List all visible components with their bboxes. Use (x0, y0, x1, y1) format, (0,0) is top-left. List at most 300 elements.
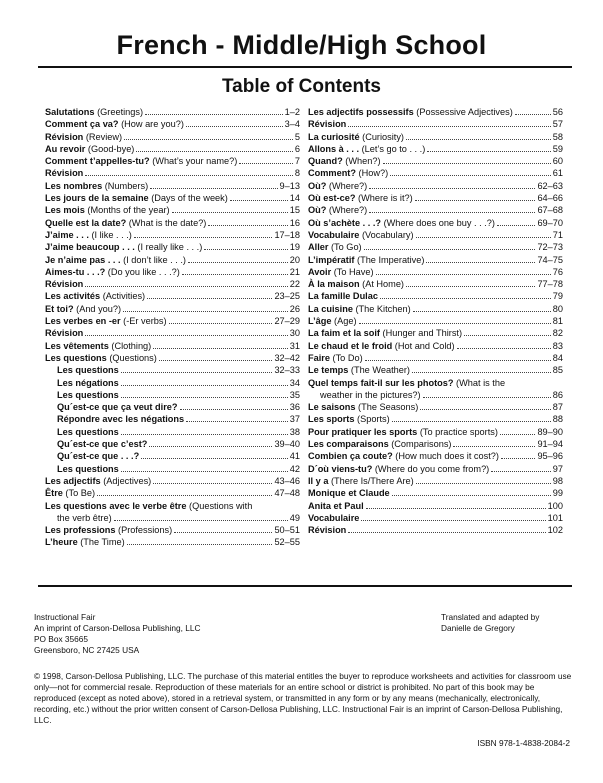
toc-entry-translation: (And you?) (73, 303, 122, 314)
page-number: 26 (289, 303, 300, 314)
toc-entry-translation: (How are you?) (118, 119, 184, 130)
toc-entry-translation: (I like . . .) (88, 229, 132, 240)
toc-entry (45, 426, 300, 438)
dot-leader (366, 501, 546, 509)
translator-info (441, 612, 539, 634)
page-number: 74–75 (537, 254, 563, 265)
toc-entry-title: Quand? (308, 156, 343, 167)
dot-leader (369, 181, 535, 189)
toc-entry-translation: (What’s your name?) (149, 156, 238, 167)
toc-entry-title: Les adjectifs (45, 475, 101, 486)
toc-entry-translation: (Where?) (326, 180, 368, 191)
toc-entry-translation: (The Seasons) (355, 402, 419, 413)
dot-leader (85, 168, 293, 176)
toc-entry-title: Les comparaisons (308, 439, 389, 450)
page-number: 43–46 (274, 475, 300, 486)
toc-entry (308, 204, 563, 216)
publisher-line: An imprint of Carson-Dellosa Publishing, LLC (34, 623, 201, 633)
toc-entry (308, 512, 563, 524)
toc-entry (45, 131, 300, 143)
toc-entry-translation: (The Kitchen) (352, 303, 411, 314)
dot-leader (85, 328, 287, 336)
toc-entry-translation: (Months of the year) (84, 205, 170, 216)
dot-leader (153, 341, 288, 349)
toc-entry (45, 278, 300, 290)
toc-entry (45, 315, 300, 327)
toc-entry-title: Les négations (57, 377, 119, 388)
dot-leader (380, 291, 551, 299)
toc-entry-title: Allons à . . . (308, 143, 360, 154)
page-number: 52–55 (274, 537, 300, 548)
toc-left-column (45, 106, 300, 549)
toc-entry-translation: (Clothing) (108, 340, 152, 351)
toc-entry (308, 340, 563, 352)
toc-entry-translation: (What is the date?) (126, 217, 207, 228)
dot-leader (365, 353, 551, 361)
page-number: 100 (547, 500, 563, 511)
toc-entry (45, 340, 300, 352)
toc-entry-title: La curiosité (308, 131, 360, 142)
toc-entry-title: Les professions (45, 525, 116, 536)
dot-leader (208, 218, 287, 226)
toc-entry-title: Révision (45, 168, 84, 179)
toc-entry (45, 143, 300, 155)
page-number: 77–78 (537, 279, 563, 290)
page-number: 19 (289, 242, 300, 253)
toc-entry-translation: (At Home) (359, 279, 404, 290)
toc-entry-title: Les sports (308, 414, 355, 425)
page-number: 91–94 (537, 439, 563, 450)
toc-entry-translation: (-Er verbs) (120, 316, 167, 327)
page-number: 6 (294, 143, 300, 154)
dot-leader (457, 341, 551, 349)
toc-entry (308, 524, 563, 536)
page-number: 101 (547, 512, 563, 523)
page-number: 3–4 (284, 119, 300, 130)
page-number: 62–63 (537, 180, 563, 191)
toc-entry-title: Les activités (45, 291, 101, 302)
toc-entry-title: Le chaud et le froid (308, 340, 393, 351)
toc-entry-translation: (Days of the week) (148, 193, 228, 204)
toc-entry-translation: (Adjectives) (100, 475, 152, 486)
toc-entry-title: Aller (308, 242, 329, 253)
page-number: 79 (552, 291, 563, 302)
dot-leader (364, 242, 536, 250)
toc-entry (308, 438, 563, 450)
toc-entry-translation: weather in the pictures?) (320, 389, 421, 400)
toc-entry-translation: (Questions) (106, 352, 157, 363)
toc-entry (45, 118, 300, 130)
toc-entry-translation: (Professions) (115, 525, 173, 536)
toc-entry-translation: (Sports) (354, 414, 390, 425)
page-number: 76 (552, 266, 563, 277)
toc-entry-title: La cuisine (308, 303, 353, 314)
toc-entry (45, 438, 300, 450)
toc-entry (308, 143, 563, 155)
page-number: 57 (552, 119, 563, 130)
page-number: 89–90 (537, 426, 563, 437)
page-number: 86 (552, 389, 563, 400)
toc-entry-translation: (Do you like . . .?) (105, 266, 180, 277)
dot-leader (134, 230, 273, 238)
dot-leader (159, 353, 273, 361)
toc-entry-translation: (Review) (83, 131, 123, 142)
page-number: 15 (289, 205, 300, 216)
toc-entry (45, 487, 300, 499)
toc-entry-translation: (To practice sports) (417, 426, 498, 437)
toc-entry (45, 217, 300, 229)
dot-leader (136, 144, 293, 152)
toc-entry-title: Comment? (308, 168, 356, 179)
toc-entry-title: Les questions (57, 389, 119, 400)
toc-entry-title: Révision (308, 119, 347, 130)
toc-entry-title: Le saisons (308, 402, 356, 413)
dot-leader (204, 242, 288, 250)
dot-leader (348, 525, 545, 533)
dot-leader (415, 193, 536, 201)
page-number: 39–40 (274, 439, 300, 450)
dot-leader (406, 132, 551, 140)
page-number: 1–2 (284, 107, 300, 117)
toc-entry-title: Les nombres (45, 180, 103, 191)
toc-entry-translation: (To Do) (329, 352, 363, 363)
toc-entry-translation: (There Is/There Are) (328, 475, 414, 486)
page-number: 41 (289, 451, 300, 462)
dot-leader (491, 464, 551, 472)
toc-entry (308, 118, 563, 130)
toc-entry (45, 303, 300, 315)
toc-entry-translation: (I really like . . .) (134, 242, 203, 253)
page-number: 16 (289, 217, 300, 228)
toc-entry-title: À la maison (308, 279, 360, 290)
dot-leader (121, 464, 288, 472)
toc-entry-title: Répondre avec les négations (57, 414, 185, 425)
toc-entry-title: Où? (308, 180, 327, 191)
toc-entry-title: Révision (45, 131, 84, 142)
dot-leader (124, 132, 293, 140)
toc-entry-title: La famille Dulac (308, 291, 378, 302)
toc-entry (45, 290, 300, 302)
page-number: 88 (552, 414, 563, 425)
dot-leader (114, 513, 288, 521)
toc-entry-translation: (Where?) (326, 205, 368, 216)
toc-entry-title: Où est-ce? (308, 193, 356, 204)
toc-entry-title: Révision (45, 279, 84, 290)
toc-entry-title: Révision (308, 525, 347, 536)
toc-entry-title: Comment ça va? (45, 119, 119, 130)
toc-entry-title: Les adjectifs possessifs (308, 107, 414, 117)
page-number: 64–66 (537, 193, 563, 204)
toc-entry-translation: (Greetings) (94, 107, 144, 117)
page-number: 21 (289, 266, 300, 277)
page-number: 98 (552, 475, 563, 486)
translator-line: Translated and adapted by (441, 612, 540, 622)
toc-entry (308, 450, 563, 462)
toc-entry (45, 229, 300, 241)
toc-entry-title: Qu´est-ce que . . .? (57, 451, 140, 462)
toc-entry-title: Les jours de la semaine (45, 193, 149, 204)
page-number: 71 (552, 229, 563, 240)
toc-entry-title: Monique et Claude (308, 488, 390, 499)
dot-leader (186, 119, 283, 127)
page-number: 58 (552, 131, 563, 142)
toc-entry (308, 229, 563, 241)
dot-leader (97, 488, 272, 496)
dot-leader (147, 291, 272, 299)
page-number: 72–73 (537, 242, 563, 253)
toc-entry-translation: (The Time) (77, 537, 125, 548)
dot-leader (172, 205, 288, 213)
dot-leader (169, 316, 273, 324)
toc-entry (308, 155, 563, 167)
toc-entry-title: Aimes-tu . . .? (45, 266, 106, 277)
toc-entry-title: Les mois (45, 205, 85, 216)
toc-entry-title: Combien ça coute? (308, 451, 393, 462)
toc-entry (45, 450, 300, 462)
toc-entry (45, 155, 300, 167)
toc-entry (45, 241, 300, 253)
page-number: 87 (552, 402, 563, 413)
toc-entry (308, 475, 563, 487)
dot-leader (416, 230, 551, 238)
toc-entry-title: L’impératif (308, 254, 355, 265)
page-number: 5 (294, 131, 300, 142)
dot-leader (188, 255, 288, 263)
toc-entry-title: Le temps (308, 365, 349, 376)
toc-entry-translation: (Comparisons) (388, 439, 452, 450)
toc-entry-title: L’âge (308, 316, 332, 327)
page-number: 61 (552, 168, 563, 179)
toc-entry-translation: (How much does it cost?) (392, 451, 499, 462)
toc-entry-translation: (Where does one buy . . .?) (381, 217, 495, 228)
toc-entry (308, 106, 563, 118)
page-number: 30 (289, 328, 300, 339)
dot-leader (497, 218, 536, 226)
dot-leader (150, 181, 277, 189)
toc-entry-translation: (Where do you come from?) (372, 463, 490, 474)
toc-entry-title: Être (45, 488, 63, 499)
dot-leader (426, 255, 535, 263)
toc-entry (308, 241, 563, 253)
page-number: 17–18 (274, 229, 300, 240)
toc-entry (45, 500, 300, 525)
toc-entry (45, 180, 300, 192)
dot-leader (174, 525, 272, 533)
toc-entry-translation: (Age) (331, 316, 357, 327)
toc-entry-translation: (When?) (342, 156, 381, 167)
page-number: 50–51 (274, 525, 300, 536)
page-number: 42 (289, 463, 300, 474)
dot-leader (149, 439, 272, 447)
page-number: 7 (294, 156, 300, 167)
page-title: French - Middle/High School (116, 30, 487, 60)
toc-entry-title: Pour pratiquer les sports (308, 426, 418, 437)
dot-leader (121, 378, 288, 386)
page-number: 27–29 (274, 316, 300, 327)
toc-entry (308, 463, 563, 475)
toc-entry-title: Faire (308, 352, 330, 363)
dot-leader (230, 193, 288, 201)
toc-entry (45, 106, 300, 118)
toc-entry (45, 475, 300, 487)
toc-entry (308, 278, 563, 290)
toc-entry-translation: (Questions with (186, 500, 253, 511)
publisher-info (34, 612, 200, 656)
toc-entry (45, 377, 300, 389)
toc-entry (45, 524, 300, 536)
toc-entry-translation: (How?) (355, 168, 389, 179)
page-number: 32–33 (274, 365, 300, 376)
page-number: 38 (289, 426, 300, 437)
page-number: 32–42 (274, 352, 300, 363)
toc-entry (45, 463, 300, 475)
page-number: 102 (547, 525, 563, 536)
toc-entry-translation: the verb être) (57, 512, 112, 523)
toc-entry-title: J’aime . . . (45, 229, 89, 240)
dot-leader (376, 267, 551, 275)
dot-leader (501, 451, 535, 459)
toc-entry-translation: (Where is it?) (355, 193, 413, 204)
toc-entry (45, 167, 300, 179)
toc-title: Table of Contents (221, 76, 382, 97)
page-number: 81 (552, 316, 563, 327)
dot-leader (182, 267, 288, 275)
toc-entry-translation: (The Imperative) (354, 254, 425, 265)
dot-leader (413, 304, 551, 312)
toc-entry (45, 266, 300, 278)
toc-entry-title: Les questions (45, 352, 107, 363)
dot-leader (239, 156, 293, 164)
dot-leader (427, 144, 550, 152)
toc-entry-title: Et toi? (45, 303, 74, 314)
dot-leader (127, 537, 273, 545)
toc-entry (45, 401, 300, 413)
dot-leader (145, 107, 283, 115)
toc-entry-translation: (To Go) (328, 242, 362, 253)
dot-leader (406, 279, 535, 287)
dot-leader (383, 156, 551, 164)
page-number: 34 (289, 377, 300, 388)
toc-entry-translation: (Hunger and Thirst) (380, 328, 463, 339)
page-number: 60 (552, 156, 563, 167)
dot-leader (500, 427, 536, 435)
page-number: 35 (289, 389, 300, 400)
page-number: 14 (289, 193, 300, 204)
toc-entry-translation: (What is the (453, 377, 506, 388)
publisher-line: PO Box 35665 (34, 634, 88, 644)
toc-entry (308, 487, 563, 499)
toc-entry-title: Qu´est-ce que ça veut dire? (57, 402, 178, 413)
page-number: 82 (552, 328, 563, 339)
toc-entry-title: Au revoir (45, 143, 86, 154)
page-number: 59 (552, 143, 563, 154)
toc-entry-title: La faim et la soif (308, 328, 380, 339)
page-number: 99 (552, 488, 563, 499)
toc-entry (45, 204, 300, 216)
toc-entry (45, 364, 300, 376)
translator-name: Danielle de Gregory (441, 623, 515, 633)
toc-entry-translation: (The Weather) (348, 365, 410, 376)
toc-entry (308, 217, 563, 229)
dot-leader (121, 365, 273, 373)
toc-entry-translation: (Good-bye) (85, 143, 135, 154)
page-number: 47–48 (274, 488, 300, 499)
toc-entry-translation: (Hot and Cold) (392, 340, 455, 351)
toc-entry (45, 254, 300, 266)
dot-leader (141, 451, 288, 459)
dot-leader (420, 402, 550, 410)
toc-entry-title: Quel temps fait-il sur les photos? (308, 377, 454, 388)
toc-entry-translation: (Vocabulary) (359, 229, 414, 240)
dot-leader (390, 168, 551, 176)
page-number: 49 (289, 512, 300, 523)
toc-entry (308, 167, 563, 179)
dot-leader (515, 107, 551, 115)
toc-entry (308, 303, 563, 315)
toc-entry (45, 536, 300, 548)
page-number: 22 (289, 279, 300, 290)
toc-entry-title: L’heure (45, 537, 78, 548)
dot-leader (85, 279, 287, 287)
toc-entry-title: Il y a (308, 475, 329, 486)
toc-entry-title: J’aime beaucoup . . . (45, 242, 135, 253)
dot-leader (153, 476, 272, 484)
toc-entry (308, 192, 563, 204)
dot-leader (121, 390, 288, 398)
toc-entry (308, 413, 563, 425)
dot-leader (359, 316, 551, 324)
dot-leader (464, 328, 551, 336)
toc-entry-translation: (Possessive Adjectives) (413, 107, 513, 117)
toc-entry-title: Où? (308, 205, 327, 216)
toc-entry-title: Les questions (57, 463, 119, 474)
dot-leader (186, 414, 288, 422)
toc-entry-title: Révision (45, 328, 84, 339)
page-number: 83 (552, 340, 563, 351)
dot-leader (453, 439, 535, 447)
page-number: 23–25 (274, 291, 300, 302)
toc-entry-title: Qu´est-ce que c’est? (57, 439, 148, 450)
page-number: 31 (289, 340, 300, 351)
toc-entry-title: Vocabulaire (308, 229, 360, 240)
dot-leader (369, 205, 535, 213)
toc-entry-translation: (Activities) (100, 291, 146, 302)
top-divider (38, 66, 572, 68)
toc-entry-title: Avoir (308, 266, 332, 277)
page-number: 8 (294, 168, 300, 179)
toc-right-column (308, 106, 563, 536)
dot-leader (180, 402, 288, 410)
toc-entry (308, 364, 563, 376)
bottom-divider (38, 585, 572, 587)
toc-entry (308, 131, 563, 143)
toc-entry-title: Les questions (57, 365, 119, 376)
page-number: 20 (289, 254, 300, 265)
page-number: 97 (552, 463, 563, 474)
toc-entry-title: Les vêtements (45, 340, 109, 351)
toc-entry-title: Où s’achète . . .? (308, 217, 382, 228)
dot-leader (121, 427, 288, 435)
toc-entry-title: D´où viens-tu? (308, 463, 373, 474)
toc-entry-title: Je n’aime pas . . . (45, 254, 121, 265)
page-number: 69–70 (537, 217, 563, 228)
copyright-notice: © 1998, Carson-Dellosa Publishing, LLC. The purchase of this material entitles the buyer to reproduce worksheets and activities for classroom use only—not for commercial resale. Reproduction of these materials for an entire school or district is prohibited. No part of this book may be reproduced (except as noted above), stored in a retrieval system, or transmitted in any form or by any means (mechanically, electronically, recording, etc.) without the prior written consent of Carson-Dellosa Publishing, LLC. Instructional Fair is an imprint of Carson-Dellosa Publishing, LLC. (34, 671, 572, 725)
toc-entry (308, 500, 563, 512)
dot-leader (123, 304, 288, 312)
toc-entry-title: Anita et Paul (308, 500, 364, 511)
toc-entry (45, 389, 300, 401)
page-number: 56 (552, 107, 563, 117)
